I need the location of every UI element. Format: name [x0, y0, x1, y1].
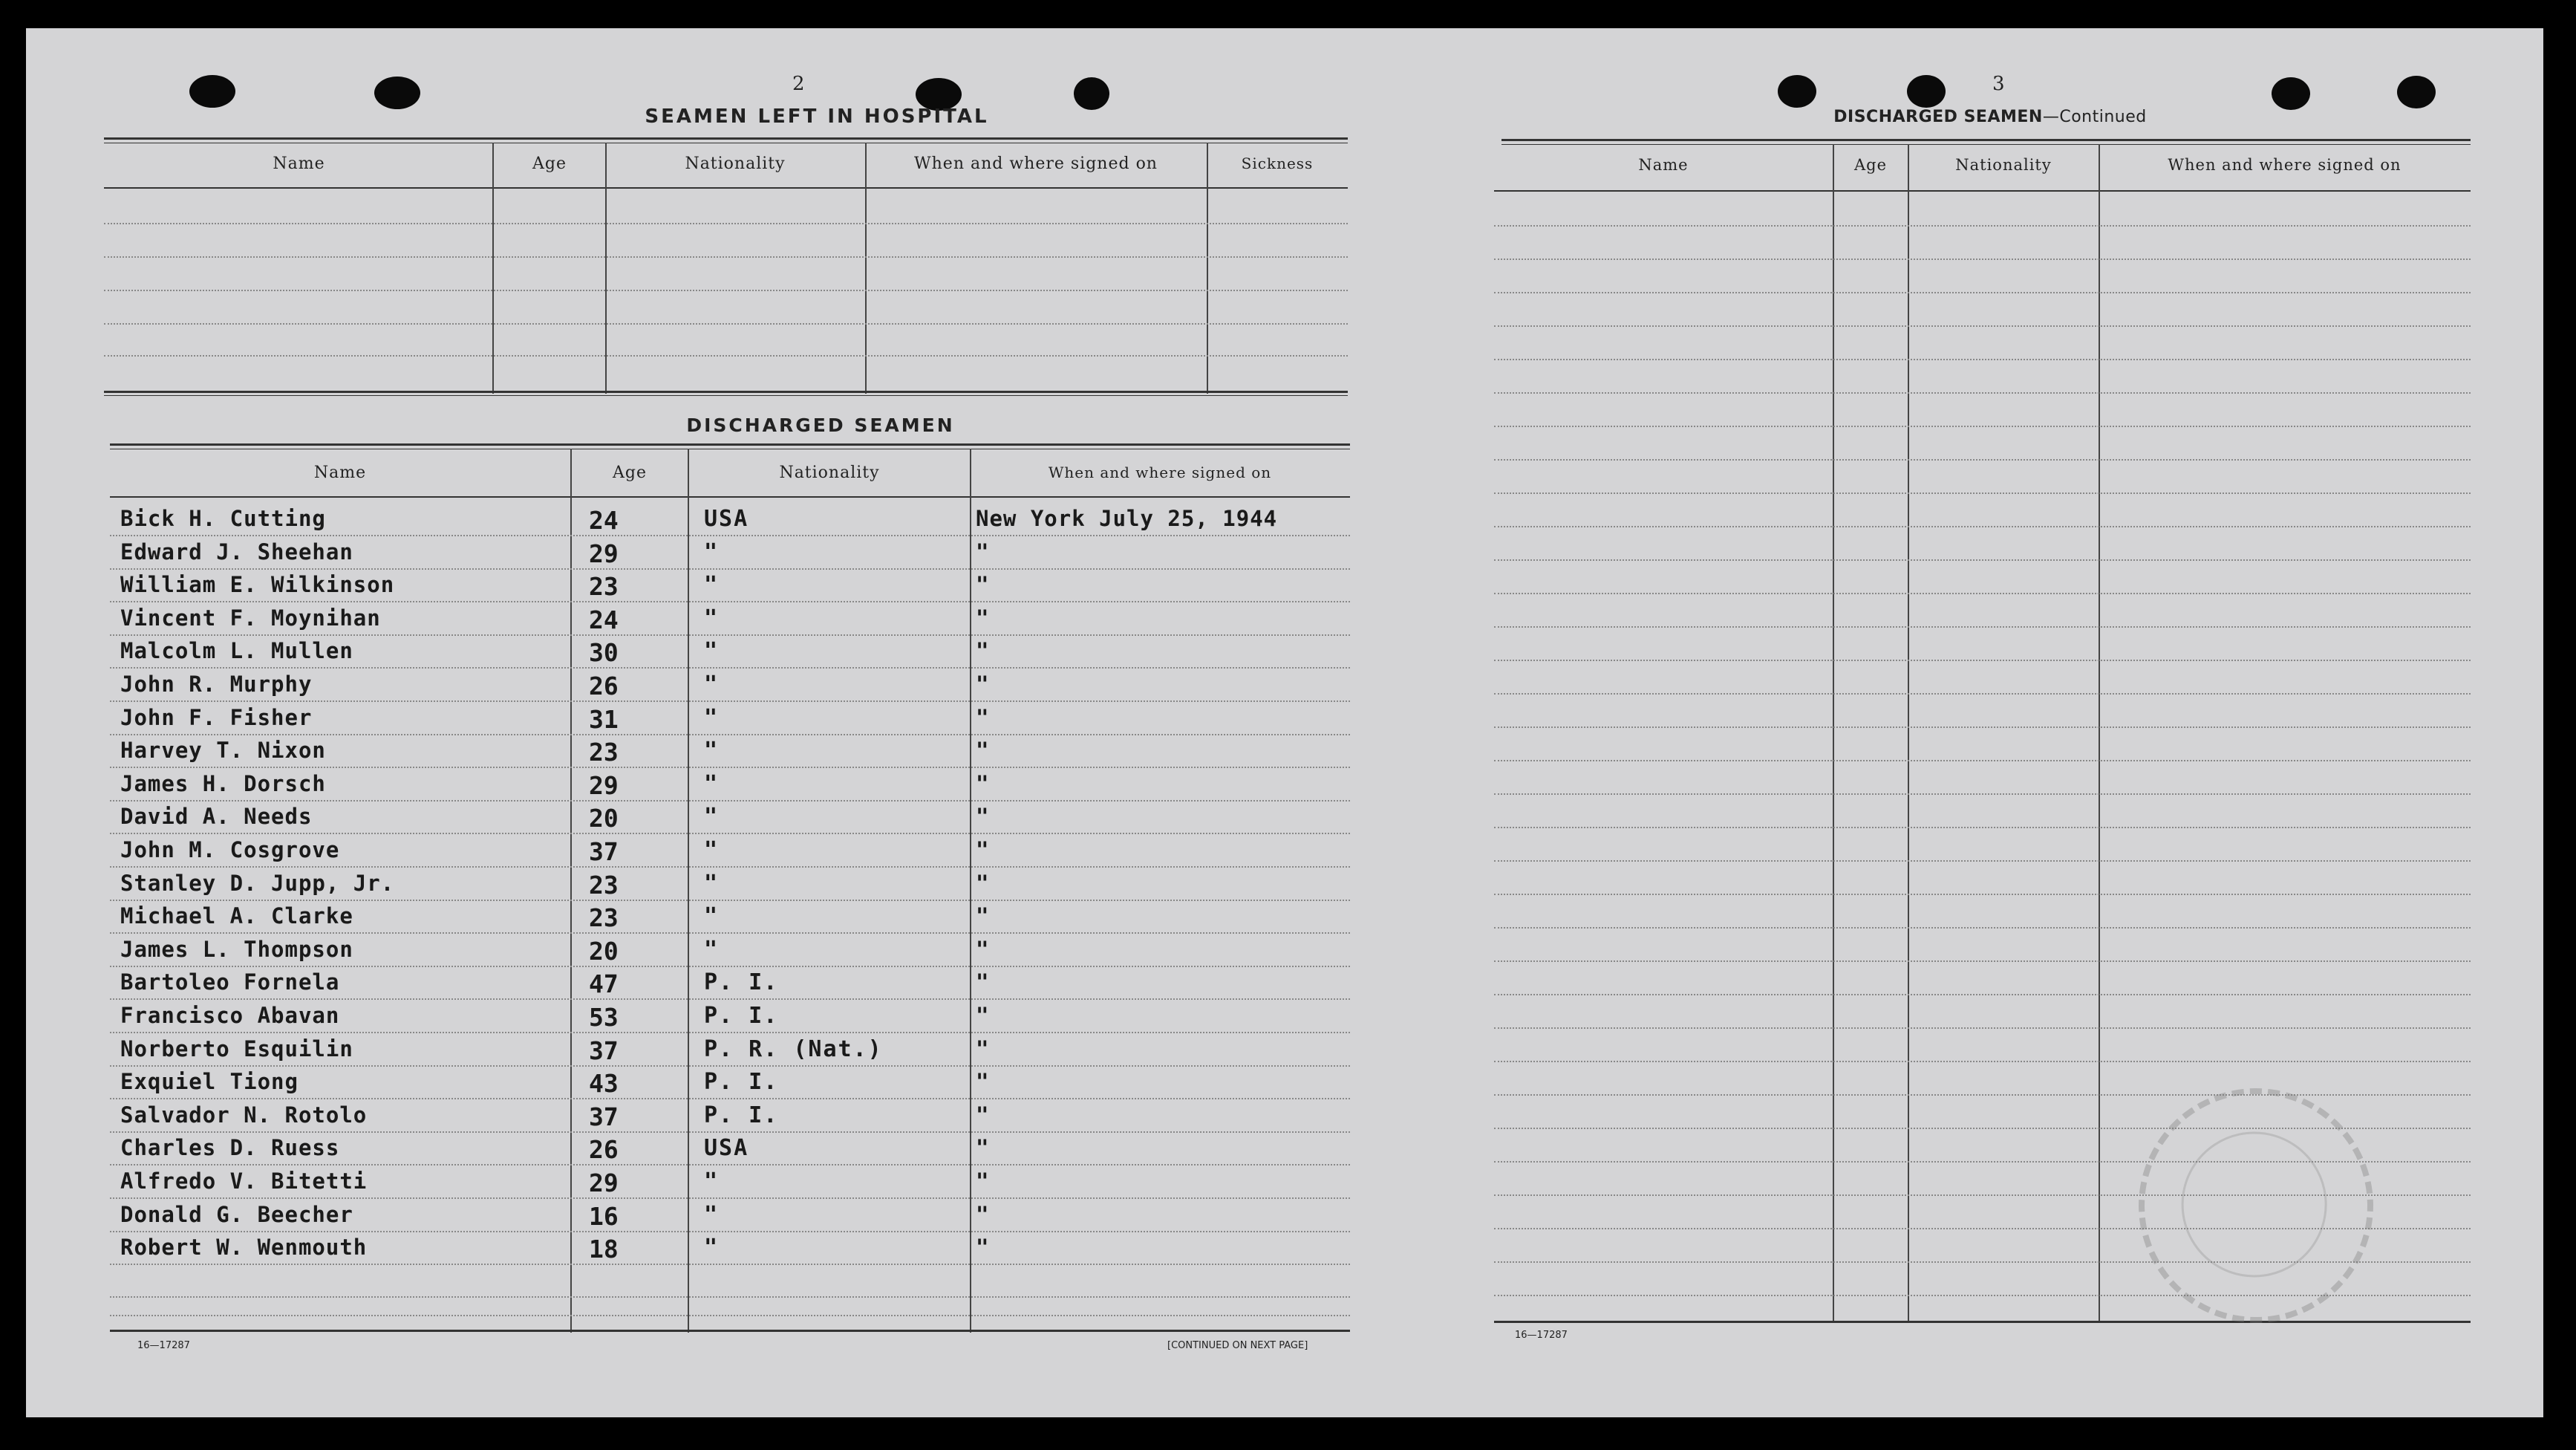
seaman-age: 24 — [589, 605, 619, 634]
row-line — [1494, 392, 2471, 394]
seaman-age: 47 — [589, 969, 619, 998]
seaman-signed-on: " — [976, 605, 990, 631]
row-line — [1494, 359, 2471, 360]
seaman-nationality: P. I. — [704, 1003, 779, 1029]
punch-hole — [374, 77, 420, 109]
row-line — [1494, 960, 2471, 962]
row-line — [1494, 927, 2471, 929]
row-line — [110, 1131, 1350, 1133]
seaman-signed-on: " — [976, 1102, 990, 1128]
column-header: Age — [1853, 156, 1888, 174]
row-line — [1494, 559, 2471, 561]
seaman-age: 18 — [589, 1235, 619, 1264]
row-line — [1494, 760, 2471, 761]
row-line — [110, 1032, 1350, 1033]
seaman-nationality: " — [704, 572, 720, 598]
seaman-nationality: USA — [704, 1135, 749, 1161]
seaman-name: Norberto Esquilin — [120, 1036, 353, 1062]
hospital-section-title: SEAMEN LEFT IN HOSPITAL — [645, 105, 989, 128]
column-divider — [570, 449, 572, 1333]
seaman-age: 37 — [589, 837, 619, 866]
row-line — [1494, 793, 2471, 795]
table-border — [104, 187, 1348, 189]
seaman-name: Alfredo V. Bitetti — [120, 1168, 368, 1194]
row-line — [110, 900, 1350, 901]
row-line — [1494, 259, 2471, 260]
row-line — [110, 1164, 1350, 1165]
seaman-signed-on: New York July 25, 1944 — [976, 506, 1278, 531]
table-border — [104, 395, 1348, 396]
seaman-age: 16 — [589, 1202, 619, 1231]
column-divider — [1908, 144, 1909, 1322]
seaman-age: 43 — [589, 1069, 619, 1098]
row-line — [1494, 225, 2471, 227]
seaman-nationality: " — [704, 804, 720, 830]
page-number: 2 — [792, 73, 805, 95]
row-line — [110, 866, 1350, 868]
table-border — [104, 391, 1348, 393]
row-line — [110, 568, 1350, 570]
seaman-nationality: " — [704, 705, 720, 731]
seaman-nationality: " — [704, 903, 720, 929]
row-line — [110, 700, 1350, 702]
seaman-age: 30 — [589, 638, 619, 667]
seaman-signed-on: " — [976, 837, 990, 862]
row-line — [1494, 325, 2471, 327]
seaman-age: 37 — [589, 1036, 619, 1065]
form-number: 16—17287 — [1515, 1330, 1568, 1341]
seaman-age: 20 — [589, 937, 619, 966]
row-line — [1494, 1061, 2471, 1062]
row-line — [110, 767, 1350, 768]
row-line — [1494, 660, 2471, 661]
seaman-nationality: " — [704, 738, 720, 764]
seaman-signed-on: " — [976, 672, 990, 697]
row-line — [1494, 626, 2471, 628]
title-main: DISCHARGED SEAMEN — [1833, 108, 2043, 126]
column-header: Nationality — [685, 155, 786, 173]
seaman-name: Harvey T. Nixon — [120, 738, 326, 763]
seaman-age: 37 — [589, 1102, 619, 1131]
seaman-nationality: " — [704, 1168, 720, 1194]
column-divider — [1833, 144, 1834, 1322]
column-header: Name — [1638, 156, 1689, 174]
seaman-nationality: " — [704, 937, 720, 963]
row-line — [104, 256, 1348, 258]
seaman-age: 20 — [589, 804, 619, 833]
seaman-name: Charles D. Ruess — [120, 1135, 340, 1160]
seaman-signed-on: " — [976, 1069, 990, 1094]
row-line — [1494, 292, 2471, 293]
row-line — [1494, 1027, 2471, 1029]
seaman-nationality: " — [704, 605, 720, 631]
seaman-name: James L. Thompson — [120, 937, 353, 962]
title-continued: —Continued — [2042, 108, 2147, 126]
row-line — [104, 223, 1348, 224]
seaman-name: John M. Cosgrove — [120, 837, 340, 862]
table-border — [110, 1330, 1350, 1332]
punch-hole — [1907, 75, 1946, 108]
seaman-name: Robert W. Wenmouth — [120, 1235, 368, 1260]
seaman-nationality: P. I. — [704, 1102, 779, 1128]
row-line — [110, 634, 1350, 636]
punch-hole — [2272, 77, 2310, 110]
seaman-age: 24 — [589, 506, 619, 535]
seaman-name: Stanley D. Jupp, Jr. — [120, 871, 395, 896]
row-line — [1494, 693, 2471, 695]
row-line — [110, 601, 1350, 602]
row-line — [110, 734, 1350, 735]
seaman-signed-on: " — [976, 572, 990, 597]
seaman-name: John R. Murphy — [120, 672, 313, 697]
row-line — [1494, 459, 2471, 461]
seaman-signed-on: " — [976, 1036, 990, 1062]
seaman-name: Francisco Abavan — [120, 1003, 340, 1028]
seaman-signed-on: " — [976, 738, 990, 763]
seaman-name: David A. Needs — [120, 804, 313, 829]
seaman-nationality: P. I. — [704, 969, 779, 995]
row-line — [104, 323, 1348, 325]
column-header: When and where signed on — [2168, 156, 2401, 174]
seaman-age: 23 — [589, 572, 619, 601]
row-line — [1494, 1094, 2471, 1096]
seaman-name: Malcolm L. Mullen — [120, 638, 353, 663]
seaman-name: Donald G. Beecher — [120, 1202, 353, 1227]
row-line — [110, 998, 1350, 1000]
row-line — [1494, 726, 2471, 728]
seaman-nationality: " — [704, 539, 720, 565]
row-line — [110, 833, 1350, 834]
row-line — [110, 932, 1350, 934]
seaman-name: Exquiel Tiong — [120, 1069, 299, 1094]
seaman-age: 23 — [589, 738, 619, 767]
seaman-name: Edward J. Sheehan — [120, 539, 353, 565]
seaman-signed-on: " — [976, 804, 990, 829]
seaman-signed-on: " — [976, 1003, 990, 1028]
seaman-signed-on: " — [976, 969, 990, 995]
seaman-signed-on: " — [976, 1202, 990, 1227]
seaman-name: Vincent F. Moynihan — [120, 605, 381, 631]
seaman-age: 26 — [589, 672, 619, 700]
seaman-nationality: " — [704, 871, 720, 897]
table-border — [1494, 1321, 2471, 1323]
row-line — [1494, 894, 2471, 895]
discharged-continued-title — [1767, 108, 2213, 126]
seaman-nationality: USA — [704, 506, 749, 532]
punch-hole — [189, 75, 235, 108]
table-border — [110, 496, 1350, 498]
seaman-nationality: " — [704, 1202, 720, 1228]
punch-hole — [2397, 76, 2436, 108]
seaman-nationality: " — [704, 672, 720, 698]
seaman-name: William E. Wilkinson — [120, 572, 395, 597]
column-header: When and where signed on — [914, 155, 1158, 173]
row-line — [1494, 426, 2471, 427]
seaman-name: Michael A. Clarke — [120, 903, 353, 929]
seaman-nationality: " — [704, 1235, 720, 1261]
seaman-age: 29 — [589, 539, 619, 568]
row-line — [104, 355, 1348, 357]
seaman-age: 23 — [589, 903, 619, 932]
seaman-signed-on: " — [976, 903, 990, 929]
seaman-name: Salvador N. Rotolo — [120, 1102, 368, 1128]
row-line — [1494, 526, 2471, 527]
row-line — [110, 667, 1350, 669]
seaman-age: 29 — [589, 771, 619, 800]
seaman-nationality: " — [704, 638, 720, 664]
seaman-age: 31 — [589, 705, 619, 734]
column-divider — [970, 449, 971, 1333]
seaman-signed-on: " — [976, 539, 990, 565]
table-border — [110, 443, 1350, 446]
punch-hole — [1778, 75, 1816, 108]
seaman-signed-on: " — [976, 638, 990, 663]
discharged-section-title: DISCHARGED SEAMEN — [686, 414, 955, 436]
seaman-age: 29 — [589, 1168, 619, 1197]
column-header: Age — [613, 464, 647, 482]
row-line — [110, 1264, 1350, 1265]
seaman-nationality: " — [704, 771, 720, 797]
row-line — [110, 800, 1350, 802]
seaman-nationality: " — [704, 837, 720, 863]
row-line — [110, 535, 1350, 536]
row-line — [1494, 860, 2471, 862]
seaman-signed-on: " — [976, 771, 990, 796]
table-border — [1501, 144, 2471, 145]
row-line — [110, 1315, 1350, 1316]
column-header: Sickness — [1241, 155, 1314, 172]
seaman-signed-on: " — [976, 1168, 990, 1194]
seaman-nationality: P. I. — [704, 1069, 779, 1095]
column-header: Name — [273, 155, 325, 173]
seaman-name: James H. Dorsch — [120, 771, 326, 796]
column-header: Nationality — [779, 464, 880, 482]
table-border — [1501, 139, 2471, 141]
table-border — [1494, 190, 2471, 192]
seaman-nationality: P. R. (Nat.) — [704, 1036, 883, 1062]
page-number: 3 — [1992, 73, 2005, 95]
column-header: Nationality — [1955, 156, 2052, 174]
column-divider — [688, 449, 689, 1333]
row-line — [110, 1197, 1350, 1199]
seaman-signed-on: " — [976, 937, 990, 962]
row-line — [104, 290, 1348, 291]
seaman-name: John F. Fisher — [120, 705, 313, 730]
seaman-signed-on: " — [976, 705, 990, 730]
row-line — [110, 1296, 1350, 1298]
seaman-signed-on: " — [976, 1135, 990, 1160]
column-header: Age — [532, 155, 567, 173]
table-border — [104, 137, 1348, 140]
form-number: 16—17287 — [137, 1340, 190, 1351]
continued-note: [CONTINUED ON NEXT PAGE] — [1167, 1340, 1308, 1351]
column-header: When and where signed on — [1048, 464, 1272, 481]
seaman-name: Bick H. Cutting — [120, 506, 326, 531]
row-line — [110, 1231, 1350, 1232]
row-line — [1494, 492, 2471, 494]
row-line — [110, 1098, 1350, 1099]
seaman-name: Bartoleo Fornela — [120, 969, 340, 995]
row-line — [110, 1065, 1350, 1067]
column-divider — [2099, 144, 2100, 1322]
row-line — [1494, 827, 2471, 828]
row-line — [110, 966, 1350, 967]
row-line — [1494, 593, 2471, 594]
seaman-age: 26 — [589, 1135, 619, 1164]
seaman-age: 23 — [589, 871, 619, 900]
column-header: Name — [313, 464, 367, 482]
seaman-signed-on: " — [976, 1235, 990, 1260]
seaman-age: 53 — [589, 1003, 619, 1032]
row-line — [1494, 994, 2471, 995]
seaman-signed-on: " — [976, 871, 990, 896]
